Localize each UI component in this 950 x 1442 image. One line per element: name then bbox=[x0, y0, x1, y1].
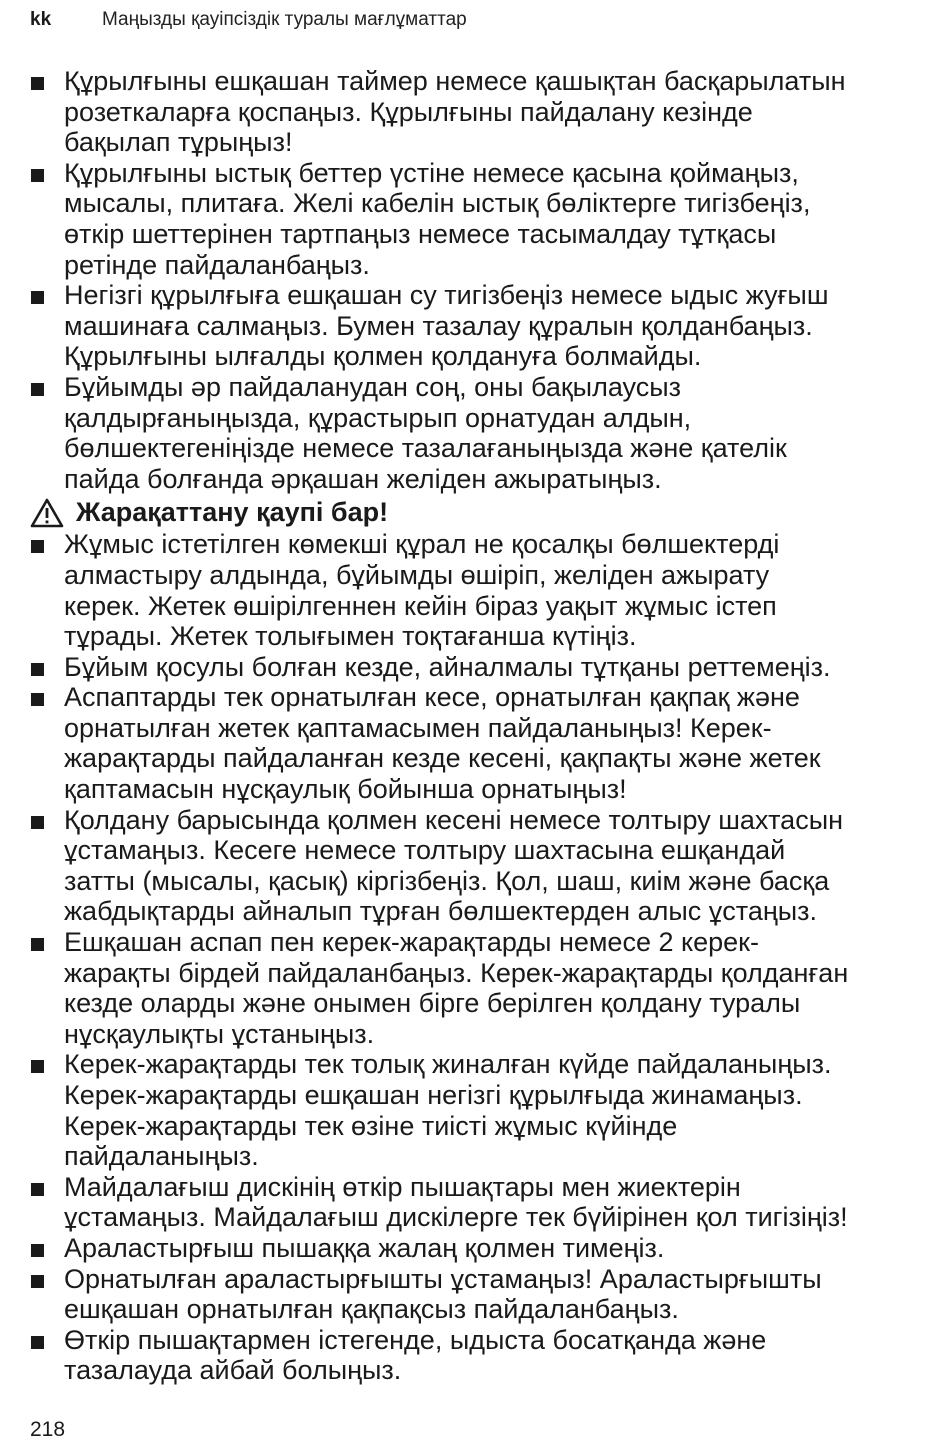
bullet-text-line: тұрады. Жетек толығымен тоқтағанша күтіңіз. bbox=[64, 621, 637, 652]
bullet-square-icon bbox=[31, 938, 44, 951]
page-number: 218 bbox=[30, 1418, 66, 1441]
bullet-text-line: кезде оларды және онымен бірге берілген қолдану туралы bbox=[64, 988, 801, 1019]
bullet-text-line: Ешқашан аспап пен керек-жарақтарды немесе 2 керек- bbox=[64, 927, 759, 958]
bullet-square-icon bbox=[31, 291, 44, 304]
bullet-text-line: Майдалағыш дискінің өткір пышақтары мен жиектерін bbox=[64, 1171, 741, 1202]
safety-list-electrical bbox=[30, 66, 948, 494]
bullet-text-line: ұстамаңыз. Майдалағыш дискілерге тек бүйірінен қол тигізіңіз! bbox=[64, 1202, 848, 1233]
bullet-text-line: Қолдану барысында қолмен кесені немесе толтыру шахтасын bbox=[64, 804, 844, 835]
bullet-text-line: өткір шеттерінен тартпаңыз немесе тасымалдау тұтқасы bbox=[64, 218, 777, 249]
bullet-square-icon bbox=[31, 1060, 44, 1073]
bullet-text-line: машинаға салмаңыз. Бумен тазалау құралын қолданбаңыз. bbox=[64, 310, 813, 341]
bullet-item bbox=[30, 66, 948, 158]
bullet-text-line: қаптамасын нұсқаулық бойынша орнатыңыз! bbox=[64, 774, 627, 805]
bullet-square-icon bbox=[31, 383, 44, 396]
bullet-text-line: бақылап тұрыңыз! bbox=[64, 127, 293, 158]
bullet-text-line: Орнатылған араластырғышты ұстамаңыз! Араластырғышты bbox=[64, 1263, 822, 1294]
bullet-square-icon bbox=[31, 77, 44, 90]
bullet-text-line: ешқашан орнатылған қақпақсыз пайдаланбаңыз. bbox=[64, 1294, 679, 1325]
bullet-text-line: Керек-жарақтарды ешқашан негізгі құрылғыда жинамаңыз. bbox=[64, 1080, 803, 1110]
section-title: Маңызды қауіпсіздік туралы мағлұматтар bbox=[102, 9, 467, 30]
warning-title: Жарақаттану қаупі бар! bbox=[76, 497, 389, 528]
bullet-text-line: Өткір пышақтармен істегенде, ыдыста босатқанда және bbox=[64, 1324, 767, 1355]
bullet-square-icon bbox=[31, 663, 44, 676]
bullet-text-line: Бұйым қосулы болған кезде, айналмалы тұтқаны реттемеңіз. bbox=[64, 651, 831, 682]
bullet-text-line: Бұйымды әр пайдаланудан соң, оны бақылаусыз bbox=[64, 371, 682, 402]
bullet-text-line: розеткаларға қоспаңыз. Құрылғыны пайдалану кезінде bbox=[64, 96, 753, 127]
bullet-item bbox=[30, 805, 948, 927]
bullet-text-line: мысалы, плитаға. Желі кабелін ыстық бөліктерге тигізбеңіз, bbox=[64, 188, 811, 219]
bullet-text-line: Араластырғыш пышаққа жалаң қолмен тимеңіз. bbox=[64, 1232, 665, 1263]
bullet-text-line: қалдырғаныңызда, құрастырып орнатудан алдын, bbox=[64, 402, 692, 433]
bullet-item bbox=[30, 1049, 948, 1171]
bullet-square-icon bbox=[31, 1244, 44, 1257]
bullet-text-line: нұсқаулықты ұстаныңыз. bbox=[64, 1018, 375, 1049]
bullet-item bbox=[30, 280, 948, 372]
bullet-text-line: ретінде пайдаланбаңыз. bbox=[64, 249, 370, 280]
bullet-item bbox=[30, 1172, 948, 1233]
bullet-text-line: керек. Жетек өшірілгеннен кейін біраз уақыт жұмыс істеп bbox=[64, 590, 777, 621]
bullet-text-line: затты (мысалы, қасық) кіргізбеңіз. Қол, шаш, киім және басқа bbox=[64, 865, 830, 896]
bullet-square-icon bbox=[31, 1336, 44, 1349]
bullet-text-line: Негізгі құрылғыға ешқашан су тигізбеңіз немесе ыдыс жуғыш bbox=[64, 280, 829, 311]
bullet-item bbox=[30, 372, 948, 494]
bullet-text-line: тазалауда айбай болыңыз. bbox=[64, 1355, 402, 1386]
bullet-text-line: Жұмыс істетілген көмекші құрал не қосалқы бөлшектерді bbox=[64, 529, 780, 560]
bullet-text-line: алмастыру алдында, бұйымды өшіріп, желіден ажырату bbox=[64, 559, 770, 590]
bullet-square-icon bbox=[31, 540, 44, 553]
bullet-text-line: бөлшектегеніңізде немесе тазалағаныңызда және қателік bbox=[64, 433, 787, 464]
page-content bbox=[30, 66, 948, 1386]
bullet-item bbox=[30, 1325, 948, 1386]
warning-heading bbox=[30, 496, 948, 529]
bullet-text-line: орнатылған жетек қаптамасымен пайдаланыңыз! Керек- bbox=[64, 712, 772, 743]
bullet-text-line: пайда болғанда әрқашан желіден ажыратыңыз. bbox=[64, 463, 662, 494]
bullet-text-line: Құрылғыны ыстық беттер үстіне немесе қасына қоймаңыз, bbox=[64, 157, 799, 188]
bullet-square-icon bbox=[31, 1275, 44, 1288]
bullet-text-line: ұстамаңыз. Кесеге немесе толтыру шахтасына ешқандай bbox=[64, 835, 786, 866]
bullet-text-line: жарақтарды пайдаланған кезде кесені, қақпақты және жетек bbox=[64, 743, 821, 774]
bullet-text-line: Керек-жарақтарды тек толық жиналған күйде пайдаланыңыз. bbox=[64, 1049, 832, 1080]
bullet-square-icon bbox=[31, 1183, 44, 1196]
safety-list-injury bbox=[30, 529, 948, 1386]
bullet-text-line: Құрылғыны ылғалды қолмен қолдануға болмайды. bbox=[64, 341, 702, 372]
bullet-text-line: Керек-жарақтарды тек өзіне тиісті жұмыс күйінде bbox=[64, 1110, 678, 1141]
warning-triangle-icon bbox=[30, 498, 64, 528]
bullet-item bbox=[30, 927, 948, 1049]
bullet-item bbox=[30, 158, 948, 280]
bullet-item bbox=[30, 1233, 948, 1264]
language-code: kk bbox=[30, 9, 52, 30]
bullet-text-line: жарақты бірдей пайдаланбаңыз. Керек-жарақтарды қолданған bbox=[64, 957, 849, 988]
bullet-item bbox=[30, 1264, 948, 1325]
bullet-text-line: жабдықтарды айналып тұрған бөлшектерден алыс ұстаңыз. bbox=[64, 896, 818, 927]
bullet-square-icon bbox=[31, 816, 44, 829]
bullet-text-line: Аспаптарды тек орнатылған кесе, орнатылған қақпақ және bbox=[64, 682, 800, 713]
bullet-item bbox=[30, 652, 948, 683]
bullet-text-line: пайдаланыңыз. bbox=[64, 1141, 259, 1172]
bullet-square-icon bbox=[31, 169, 44, 182]
bullet-square-icon bbox=[31, 693, 44, 706]
bullet-item bbox=[30, 682, 948, 804]
bullet-item bbox=[30, 529, 948, 651]
bullet-text-line: Құрылғыны ешқашан таймер немесе қашықтан басқарылатын bbox=[64, 66, 846, 96]
page-header bbox=[30, 6, 930, 34]
